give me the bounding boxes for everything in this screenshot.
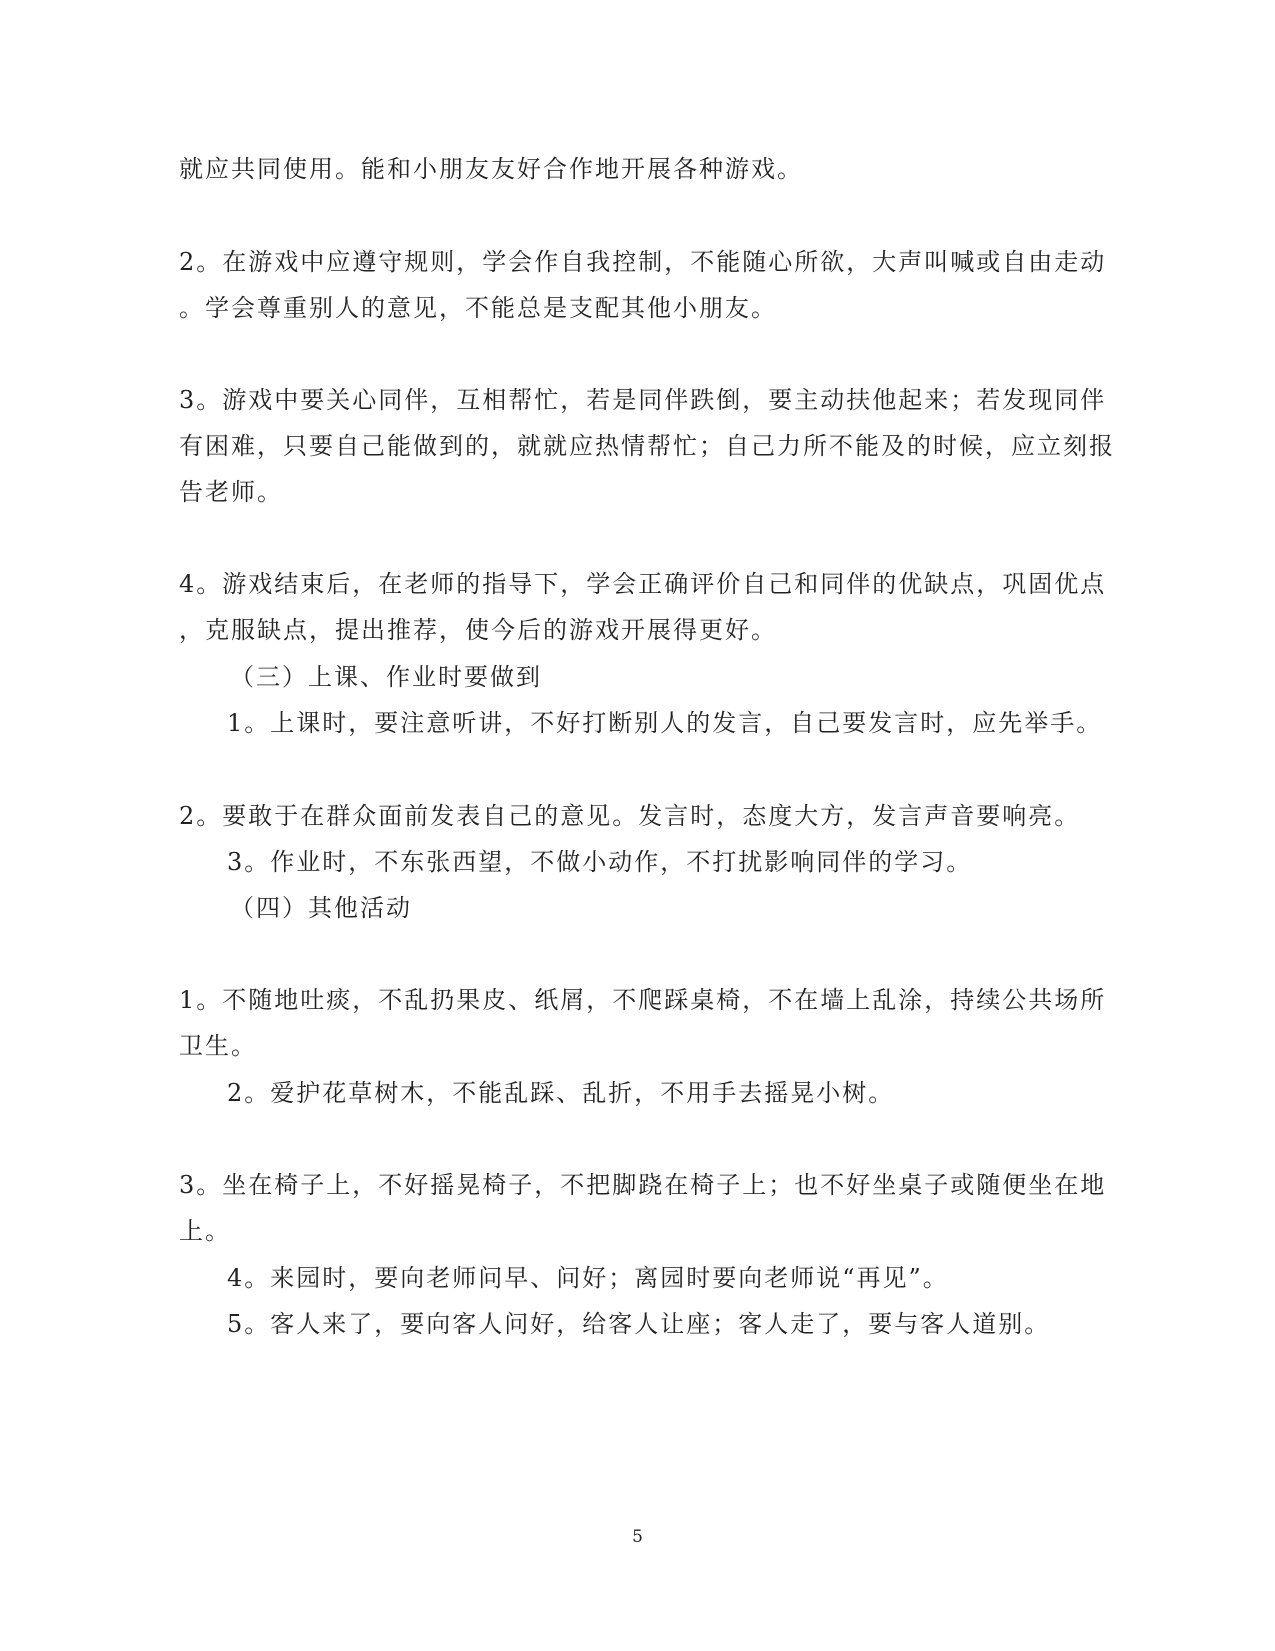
paragraph-line: 3。坐在椅子上，不好摇晃椅子，不把脚跷在椅子上；也不好坐桌子或随便坐在地 [179,1171,1107,1199]
paragraph-line: 2。要敢于在群众面前发表自己的意见。发言时，态度大方，发言声音要响亮。 [179,802,1081,830]
paragraph-line: 3。游戏中要关心同伴，互相帮忙，若是同伴跌倒，要主动扶他起来；若发现同伴 [179,386,1107,414]
page-number: 5 [632,1527,643,1547]
paragraph-line: 有困难，只要自己能做到的，就就应热情帮忙；自己力所不能及的时候，应立刻报 [179,432,1115,460]
paragraph-line: 1。上课时，要注意听讲，不好打断别人的发言，自己要发言时，应先举手。 [227,709,1103,737]
paragraph-line: 4。游戏结束后，在老师的指导下，学会正确评价自己和同伴的优缺点，巩固优点 [179,570,1107,598]
paragraph-line: 5。客人来了，要向客人问好，给客人让座；客人走了，要与客人道别。 [227,1310,1051,1338]
paragraph-line: 。学会尊重别人的意见，不能总是支配其他小朋友。 [179,294,777,322]
paragraph-line: 上。 [179,1217,231,1245]
paragraph-line: 3。作业时，不东张西望，不做小动作，不打扰影响同伴的学习。 [227,848,973,876]
paragraph-line: ，克服缺点，提出推荐，使今后的游戏开展得更好。 [179,616,777,644]
section-heading: （三）上课、作业时要做到 [230,663,542,691]
paragraph-line: 2。爱护花草树木，不能乱踩、乱折，不用手去摇晃小树。 [227,1079,895,1107]
paragraph-line: 卫生。 [179,1032,257,1060]
paragraph-line: 4。来园时，要向老师问早、问好；离园时要向老师说“再见”。 [227,1264,949,1292]
paragraph-line: 1。不随地吐痰，不乱扔果皮、纸屑，不爬踩桌椅，不在墙上乱涂，持续公共场所 [179,986,1107,1014]
paragraph-line: 告老师。 [179,478,283,506]
section-heading: （四）其他活动 [230,894,412,922]
paragraph-line: 就应共同使用。能和小朋友友好合作地开展各种游戏。 [179,155,803,183]
paragraph-line: 2。在游戏中应遵守规则，学会作自我控制，不能随心所欲，大声叫喊或自由走动 [179,248,1107,276]
